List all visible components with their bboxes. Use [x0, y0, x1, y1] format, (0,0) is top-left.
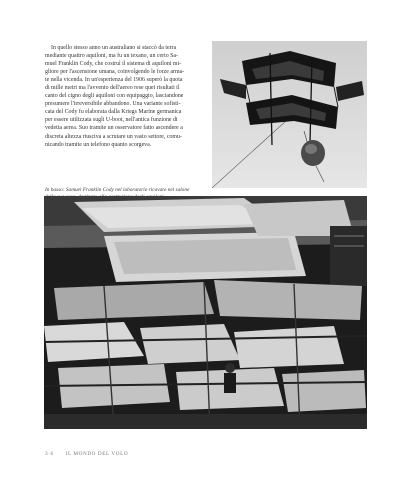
body-line: discreta altezza riusciva a scrutare un vasto settore, comu-: [45, 133, 182, 140]
kite-photo: [212, 41, 367, 188]
body-line: gliore per l'ascensione umana, coinvolgendo le forze arma-: [45, 69, 185, 76]
caption-line: Samuel Franklin Cody nel laboratorio ricavato nel salone: [64, 187, 190, 193]
body-line: canto del cigno degli aquiloni con equipaggio, lasciandone: [45, 93, 184, 100]
body-line: mediante quattro aquiloni, ma fu un texano, un certo Sa-: [45, 53, 178, 60]
body-line: di mille metri ma l'avvento dell'aereo rese quei risultati il: [45, 85, 180, 92]
body-line: vedetta aerea. Suo tramite un osservatore fatto ascendere a: [45, 125, 183, 132]
workshop-photo: [44, 196, 367, 429]
running-title: IL MONDO DEL VOLO: [65, 451, 129, 457]
body-line: per essere utilizzata sugli U-boot, nell'antica funzione di: [45, 117, 178, 124]
body-line: cata del Cody fu elaborata dalla Kriegs Marine germanica: [45, 109, 182, 116]
body-line: presumere l'irreversibile abbandono. Una variante sofisti-: [45, 101, 181, 108]
body-line: nicando tramite un telefono quanto scorgeva.: [45, 141, 152, 148]
body-line: muel Franklin Cody, che costruì il sistema di aquiloni mi-: [45, 61, 182, 68]
kite-photo-image: [212, 41, 367, 188]
workshop-photo-image: [44, 196, 367, 429]
caption-prefix: In basso:: [45, 187, 65, 193]
body-line: te nella vicenda. In un'esperienza del 1906 superò la quota: [45, 77, 183, 84]
page-number: 3·6: [45, 451, 54, 457]
body-text: [45, 44, 205, 149]
page-footer: [45, 451, 128, 457]
body-line: In quello stesso anno un australiano si staccò da terra: [51, 45, 177, 51]
